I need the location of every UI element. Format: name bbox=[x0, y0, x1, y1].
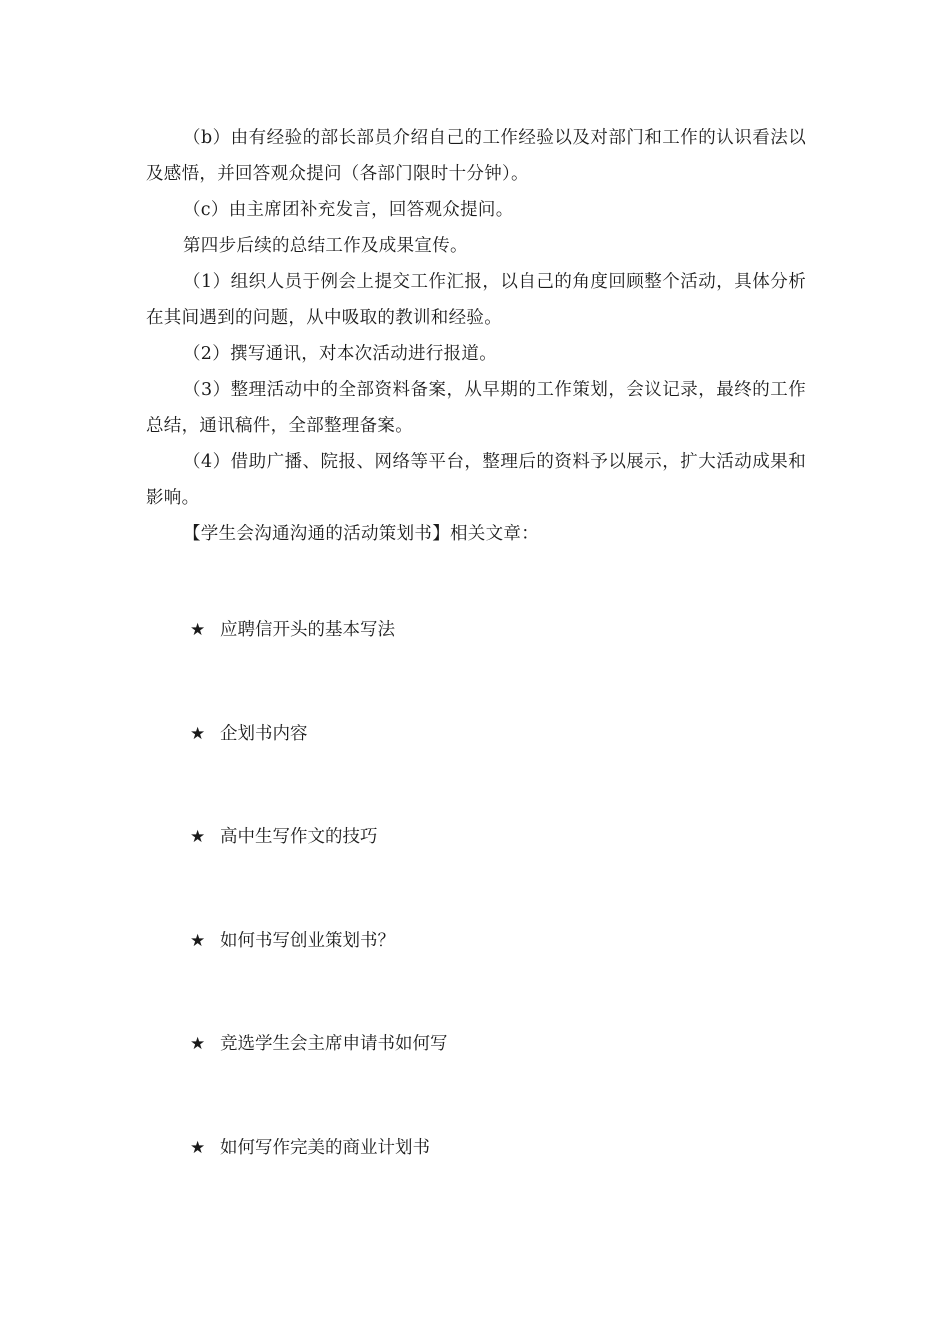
document-body bbox=[146, 120, 806, 552]
related-article-title[interactable]: 如何写作完美的商业计划书 bbox=[220, 1137, 430, 1158]
star-icon: ★ bbox=[190, 620, 206, 640]
paragraph-item-4: （4）借助广播、院报、网络等平台，整理后的资料予以展示，扩大活动成果和影响。 bbox=[146, 452, 806, 508]
related-article-title[interactable]: 高中生写作文的技巧 bbox=[220, 827, 378, 847]
related-article-link[interactable] bbox=[190, 714, 790, 818]
related-articles-heading: 【学生会沟通沟通的活动策划书】相关文章： bbox=[183, 524, 539, 544]
star-icon: ★ bbox=[190, 1034, 206, 1054]
related-article-link[interactable] bbox=[190, 1024, 790, 1128]
paragraph-step-c: （c）由主席团补充发言，回答观众提问。 bbox=[183, 200, 514, 220]
related-article-title[interactable]: 企划书内容 bbox=[220, 723, 308, 744]
star-icon: ★ bbox=[190, 1137, 206, 1158]
related-articles-list bbox=[190, 610, 790, 1231]
related-article-title[interactable]: 应聘信开头的基本写法 bbox=[220, 620, 395, 640]
star-icon: ★ bbox=[190, 723, 206, 744]
paragraph-step-b: （b）由有经验的部长部员介绍自己的工作经验以及对部门和工作的认识看法以及感悟，并回答观众提问（各部门限时十分钟）。 bbox=[146, 128, 806, 184]
star-icon: ★ bbox=[190, 930, 206, 951]
related-article-link[interactable] bbox=[190, 1128, 790, 1232]
related-article-link[interactable] bbox=[190, 610, 790, 714]
paragraph-step-four-heading: 第四步后续的总结工作及成果宣传。 bbox=[183, 236, 468, 256]
paragraph-item-1: （1）组织人员于例会上提交工作汇报，以自己的角度回顾整个活动，具体分析在其间遇到的问题，从中吸取的教训和经验。 bbox=[146, 272, 806, 328]
paragraph-item-3: （3）整理活动中的全部资料备案，从早期的工作策划，会议记录，最终的工作总结，通讯稿件，全部整理备案。 bbox=[146, 380, 806, 436]
related-article-link[interactable] bbox=[190, 817, 790, 921]
paragraph-item-2: （2）撰写通讯，对本次活动进行报道。 bbox=[183, 344, 498, 364]
related-article-link[interactable] bbox=[190, 921, 790, 1025]
related-article-title[interactable]: 竞选学生会主席申请书如何写 bbox=[220, 1034, 448, 1054]
related-article-title[interactable]: 如何书写创业策划书？ bbox=[220, 930, 395, 951]
star-icon: ★ bbox=[190, 827, 206, 847]
